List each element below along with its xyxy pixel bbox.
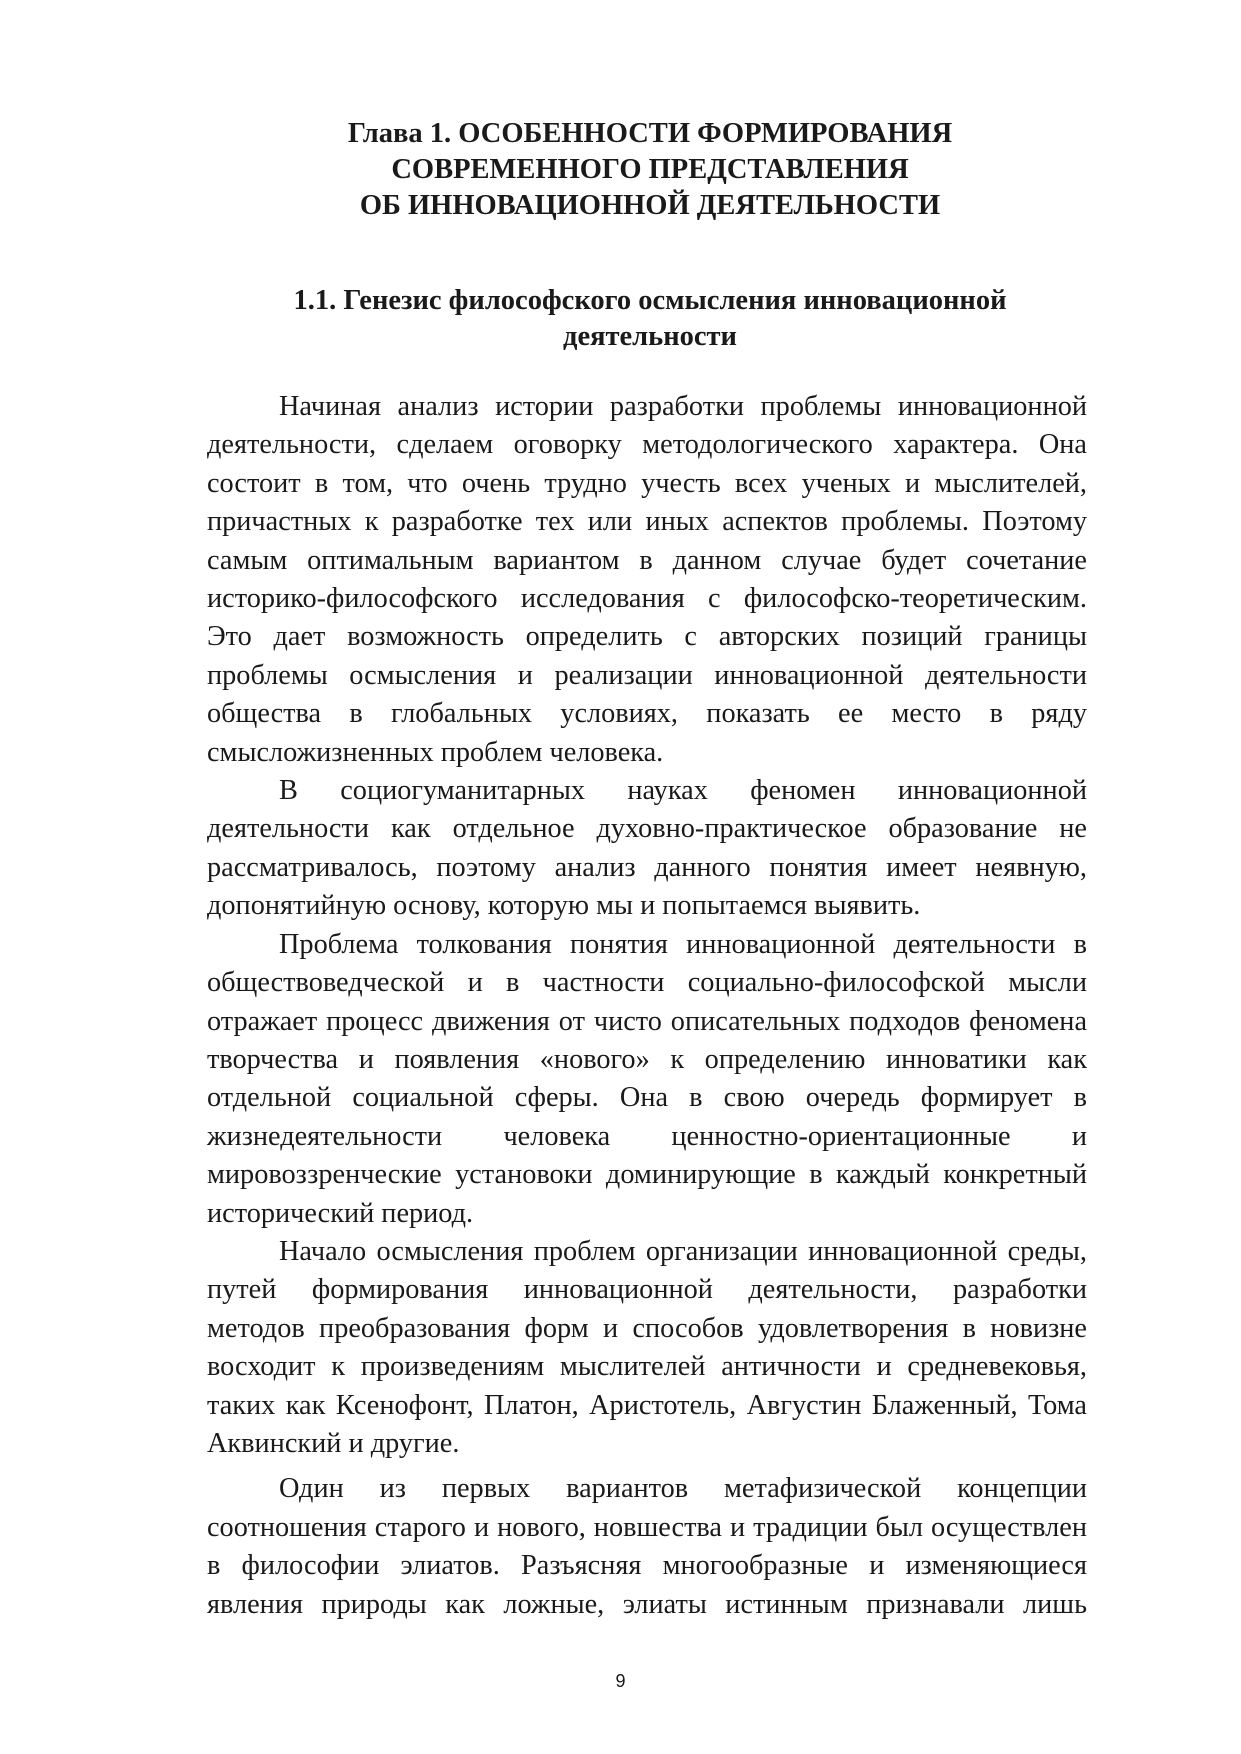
paragraph-4 [207,1233,1087,1463]
text-line: в философии элиатов. Разъясняя многообразные и изменяющиеся [207,1550,1087,1582]
text-line: соотношения старого и нового, новшества и традиции был осуществлен [207,1511,1087,1543]
text-line: рассматривалось, поэтому анализ данного понятия имеет неявную, [207,851,1087,883]
text-line: отдельной социальной сферы. Она в свою очередь формирует в [207,1082,1087,1114]
text-line: смысложизненных проблем человека. [207,736,664,768]
text-line: Начало осмысления проблем организации инновационной среды, [279,1235,1087,1267]
text-line: состоит в том, что очень трудно учесть всех ученых и мыслителей, [207,467,1087,499]
text-line: Один из первых вариантов метафизической концепции [279,1473,1087,1505]
text-line: Начиная анализ истории разработки проблемы инновационной [279,391,1087,422]
paragraph-3 [207,926,1087,1233]
text-line: путей формирования инновационной деятельности, разработки [207,1274,1087,1306]
chapter-title-line: Глава 1. ОСОБЕННОСТИ ФОРМИРОВАНИЯ [347,118,953,149]
text-line: Это дает возможность определить с авторских позиций границы [207,621,1087,653]
chapter-title [180,116,1120,224]
text-line: отражает процесс движения от чисто описательных подходов феномена [207,1005,1087,1037]
text-line: Аквинский и другие. [207,1427,460,1459]
text-line: мировоззренческие установоки доминирующие в каждый конкретный [207,1159,1087,1191]
text-line: общества в глобальных условиях, показать ее место в ряду [207,698,1087,730]
text-line: деятельности, сделаем оговорку методологического характера. Она [207,429,1087,461]
chapter-title-line: ОБ ИННОВАЦИОННОЙ ДЕЯТЕЛЬНОСТИ [359,190,941,221]
section-title-line: деятельности [563,321,737,352]
paragraph-5 [207,1470,1087,1624]
paragraph-1 [207,388,1087,772]
paragraph-spacer [207,1463,1087,1470]
text-line: историко-философского исследования с философско-теоретическим. [207,583,1087,615]
text-line: творчества и появления «нового» к определению инноватики как [207,1043,1087,1075]
text-line: восходит к произведениям мыслителей античности и средневековья, [207,1351,1087,1383]
text-line: причастных к разработке тех или иных аспектов проблемы. Поэтому [207,506,1087,538]
text-line: Проблема толкования понятия инновационной деятельности в [279,928,1087,960]
text-line: таких как Ксенофонт, Платон, Аристотель, Августин Блаженный, Тома [207,1389,1087,1421]
body-text [207,388,1087,1624]
text-line: жизнедеятельности человека ценностно-ориентационные и [207,1120,1087,1152]
section-title [180,283,1120,355]
chapter-title-line: СОВРЕМЕННОГО ПРЕДСТАВЛЕНИЯ [391,154,909,185]
text-line: допонятийную основу, которую мы и попытаемся выявить. [207,890,921,922]
text-line: методов преобразования форм и способов удовлетворения в новизне [207,1312,1087,1344]
text-line: проблемы осмысления и реализации инновационной деятельности [207,659,1087,691]
paragraph-2 [207,772,1087,926]
text-line: самым оптимальным вариантом в данном случае будет сочетание [207,544,1087,576]
text-line: В социогуманитарных науках феномен инновационной [279,775,1087,807]
text-line: деятельности как отдельное духовно-практическое образование не [207,813,1087,845]
section-title-line: 1.1. Генезис философского осмысления инновационной [293,285,1007,316]
text-line: явления природы как ложные, элиаты истинным признавали лишь [207,1588,1087,1620]
text-line: обществоведческой и в частности социально-философской мысли [207,967,1087,999]
text-line: исторический период. [207,1197,474,1229]
page-number: 9 [615,1671,626,1691]
